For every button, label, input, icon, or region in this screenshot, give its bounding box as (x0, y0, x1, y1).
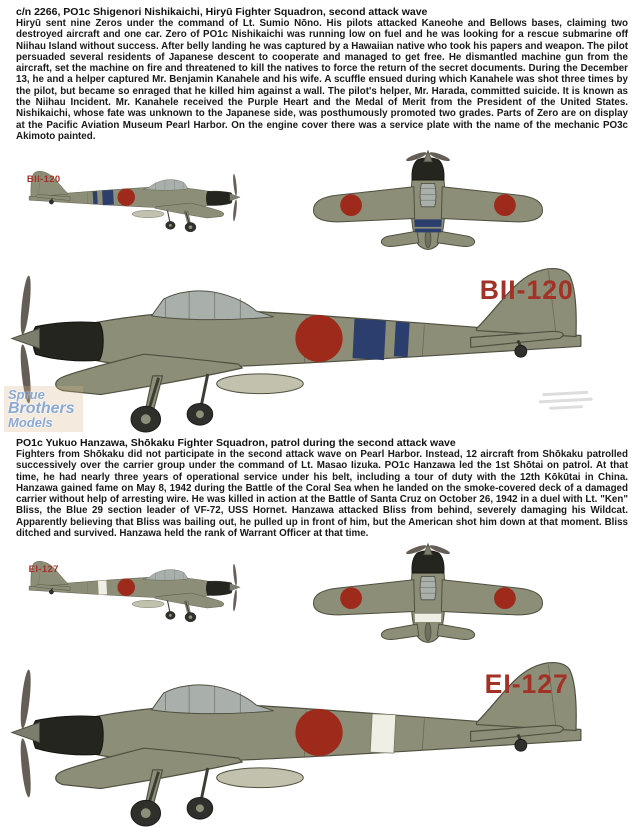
carrier-stripe-narrow (415, 229, 442, 233)
stamp-text-line (542, 391, 588, 396)
fuselage-band-white (98, 580, 107, 595)
watermark-line: Sprue (8, 387, 45, 402)
carrier-stripe-narrow (394, 322, 410, 357)
fuselage-band-white (370, 714, 396, 753)
hinomaru-marking (117, 188, 135, 206)
section-1-heading: c/n 2266, PO1c Shigenori Nishikaichi, Hiryū Fighter Squadron, second attack wave (16, 6, 428, 18)
tail-code-text: BII-120 (26, 173, 61, 185)
distributor-stamp (535, 386, 597, 425)
watermark-line: Models (8, 415, 53, 430)
fuselage-band-white (414, 613, 442, 622)
aircraft-top-view-1 (302, 150, 554, 252)
watermark-line: Brothers (8, 400, 75, 417)
carrier-stripe-wide (102, 190, 114, 205)
hinomaru-marking (295, 709, 342, 756)
tail-code-text: BII-120 (479, 275, 574, 306)
hinomaru-marking (117, 578, 135, 596)
carrier-stripe-wide (353, 319, 386, 360)
aircraft-side-profile-large-2 (6, 632, 636, 827)
hinomaru-marking (295, 315, 342, 362)
section-2-body: Fighters from Shōkaku did not participate in the second attack wave on Pearl Harbor. Instead, 12 aircraft from Shōkaku patrolled successively over the carrier group under the command of Lt. Masao Iizuka. PO1c Hanzawa led the 1st Shōtai on patrol. At that time, he had nearly three years of operational service under his belt, including a tour of duty with the 12th Kōkūtai in China. Hanzawa gained fame on May 8, 1942 during the Battle of the Coral Sea when he landed on the smoke-covered deck of a damaged carrier without help of arresting wire. He was killed in action at the Battle of Santa Cruz on October 26, 1942 in a duel with Lt. "Ken" Bliss, the Blue 29 section leader of VF-72, USS Hornet. Hanzawa attacked Bliss from behind, severely damaging his Wildcat. Apparently believing that Bliss was bailing out, he pulled up in front of him, but the American shot him down at that moment. Bliss ditched and survived. Hanzawa held the rank of Warrant Officer at that time. (16, 449, 628, 540)
aircraft-top-view-2 (302, 543, 554, 645)
carrier-stripe-wide (414, 219, 442, 227)
carrier-stripe-narrow (93, 191, 98, 204)
section-2-heading: PO1c Yukuo Hanzawa, Shōkaku Fighter Squadron, patrol during the second attack wave (16, 437, 456, 449)
stamp-text-line (539, 398, 593, 404)
sprue-brothers-watermark (4, 386, 83, 432)
tail-code-text: EI-127 (28, 563, 59, 575)
aircraft-side-profile-small-1 (8, 160, 243, 233)
tail-code-text: EI-127 (484, 669, 569, 700)
stamp-text-line (549, 405, 583, 410)
aircraft-side-profile-small-2 (8, 550, 243, 623)
section-1-body: Hiryū sent nine Zeros under the command of Lt. Sumio Nōno. His pilots attacked Kaneohe and Bellows bases, claiming two destroyed aircraft and one car. Zero of PO1c Nishikaichi was running low on fuel and he was looking for a rescue submarine off Niihau Island without success. After belly landing he was captured by a Hawaiian native who took his papers and weapon. The pilot persuaded several residents of Japanese descent to cooperate and managed to get free. He dismantled machine gun from the aircraft, set the machine on fire and threatened to kill the natives to force the return of the secret documents. During the December 13, he and a helper captured Mr. Benjamin Kanahele and his wife. A scuffle ensued during which Kanahele was shot three times by the pilot, but became so enraged that he killed him against a wall. The pilot's helper, Mr. Harada, committed suicide. It is known as the Niihau Incident. Mr. Kanahele received the Purple Heart and the Medal of Merit from the President of the United States. Nishikaichi, whose fate was unknown to the Japanese side, was posthumously promoted two grades. Parts of Zero are on display at the Pacific Aviation Museum Pearl Harbor. On the engine cover there was a service plate with the name of the mechanic PO3c Akimoto painted. (16, 18, 628, 142)
